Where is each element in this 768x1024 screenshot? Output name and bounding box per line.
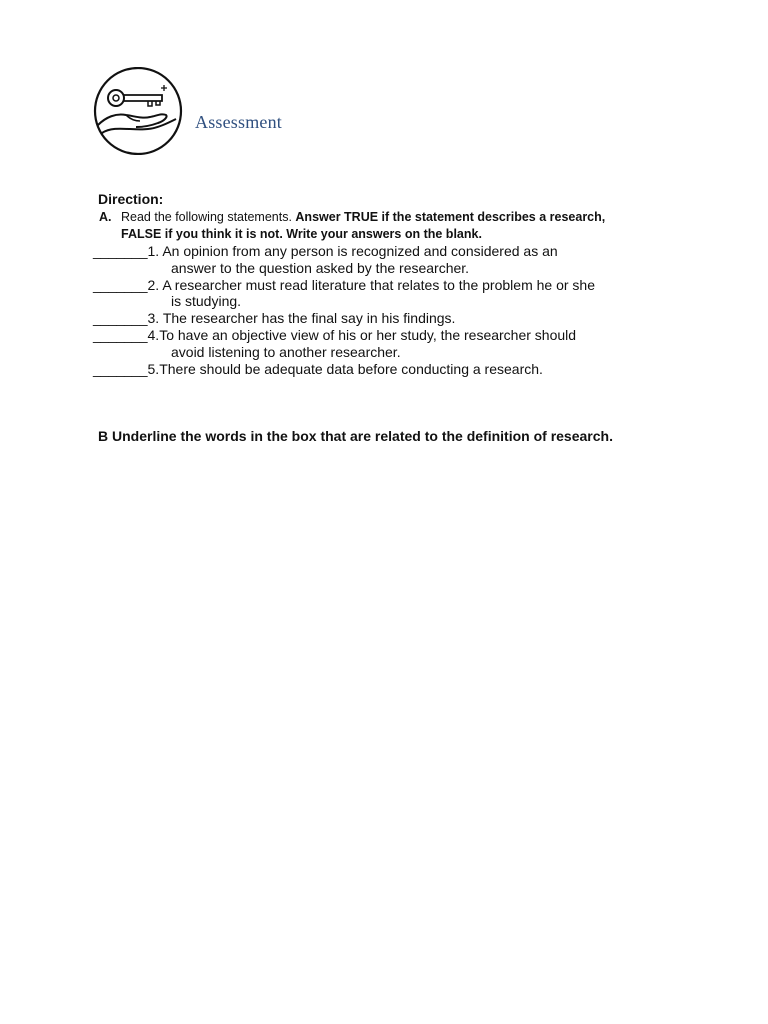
item-text-continued: answer to the question asked by the researcher. [171, 259, 470, 276]
item-text: An opinion from any person is recognized and considered as an [159, 243, 558, 259]
item-number: 1. [147, 243, 160, 259]
answer-blank[interactable]: _______ [93, 326, 148, 343]
statement-item-3 [93, 310, 713, 327]
item-text: A researcher must read literature that relates to the problem he or she [159, 276, 595, 293]
answer-blank[interactable]: _______ [93, 243, 148, 259]
item-text-continued: avoid listening to another researcher. [171, 343, 401, 360]
item-number: 2. [147, 276, 160, 293]
statement-item-5 [93, 361, 713, 378]
instruction-letter: A. [99, 210, 112, 224]
item-text-continued: is studying. [171, 293, 242, 310]
statement-list [93, 243, 713, 377]
answer-blank[interactable]: _______ [93, 276, 148, 293]
instruction-text-normal: Read the following statements. [121, 210, 296, 224]
instruction-line-2: FALSE if you think it is not. Write your answers on the blank. [121, 227, 482, 241]
instruction-text-bold: Answer TRUE if the statement describes a research, [295, 210, 606, 224]
item-text: To have an objective view of his or her study, the researcher should [159, 326, 577, 343]
instruction-a [99, 209, 699, 243]
answer-blank[interactable]: _______ [93, 360, 148, 377]
item-number: 4. [147, 326, 160, 343]
item-text: The researcher has the final say in his findings. [159, 310, 456, 327]
assessment-heading: Assessment [195, 112, 282, 132]
answer-blank[interactable]: _______ [93, 310, 148, 327]
part-b-instruction: B Underline the words in the box that are related to the definition of research. [98, 428, 613, 444]
direction-label: Direction: [98, 191, 164, 207]
statement-item-2 [93, 277, 713, 311]
instruction-line-1 [99, 209, 699, 226]
statement-item-1 [93, 243, 713, 277]
assessment-logo [92, 67, 184, 155]
key-on-hand-icon [92, 67, 184, 155]
item-number: 3. [147, 310, 160, 327]
item-text: There should be adequate data before conducting a research. [159, 360, 543, 377]
item-number: 5. [147, 360, 160, 377]
statement-item-4 [93, 327, 713, 361]
